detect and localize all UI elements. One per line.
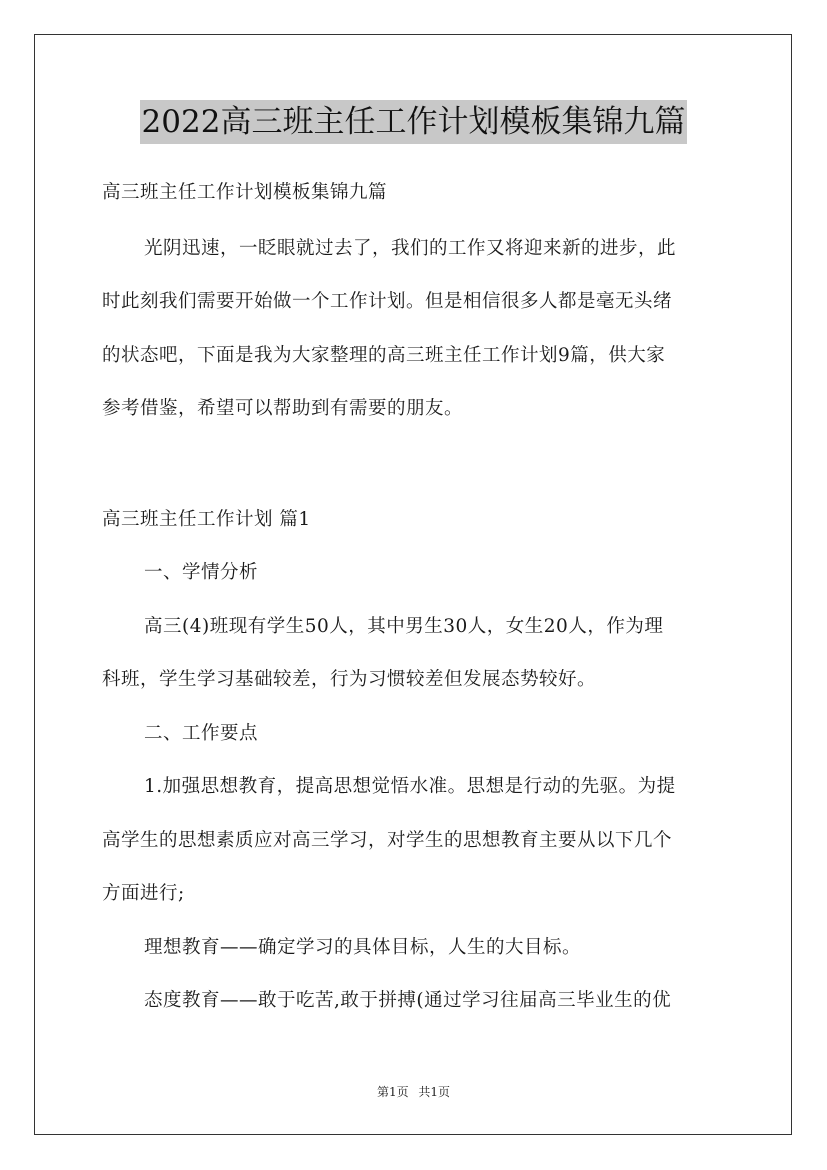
point-line-1: 1.加强思想教育，提高思想觉悟水准。思想是行动的先驱。为提 [144,776,676,797]
intro-line-4: 参考借鉴，希望可以帮助到有需要的朋友。 [102,398,464,419]
analysis-line-1: 高三(4)班现有学生50人，其中男生30人，女生20人，作为理 [144,616,664,637]
analysis-line-2: 科班，学生学习基础较差，行为习惯较差但发展态势较好。 [102,669,597,690]
sub-heading-points: 二、工作要点 [144,723,259,744]
sub-heading-analysis: 一、学情分析 [144,562,259,583]
intro-line-1: 光阴迅速，一眨眼就过去了，我们的工作又将迎来新的进步，此 [144,238,677,259]
title-container [0,100,827,144]
ideal-education-line: 理想教育——确定学习的具体目标，人生的大目标。 [144,937,582,958]
document-title: 2022高三班主任工作计划模板集锦九篇 [140,100,688,144]
page-total: 共1页 [418,1085,451,1099]
page-footer [0,1082,827,1102]
page-number: 第1页 [376,1085,409,1099]
intro-line-2: 时此刻我们需要开始做一个工作计划。但是相信很多人都是毫无头绪 [102,291,673,312]
section-heading: 高三班主任工作计划 篇1 [102,509,311,530]
attitude-education-line: 态度教育——敢于吃苦,敢于拼搏(通过学习往届高三毕业生的优 [144,990,672,1011]
document-subtitle: 高三班主任工作计划模板集锦九篇 [102,182,388,203]
point-line-2: 高学生的思想素质应对高三学习，对学生的思想教育主要从以下几个 [102,830,673,851]
point-line-3: 方面进行; [102,883,185,904]
intro-line-3: 的状态吧，下面是我为大家整理的高三班主任工作计划9篇，供大家 [102,345,666,366]
